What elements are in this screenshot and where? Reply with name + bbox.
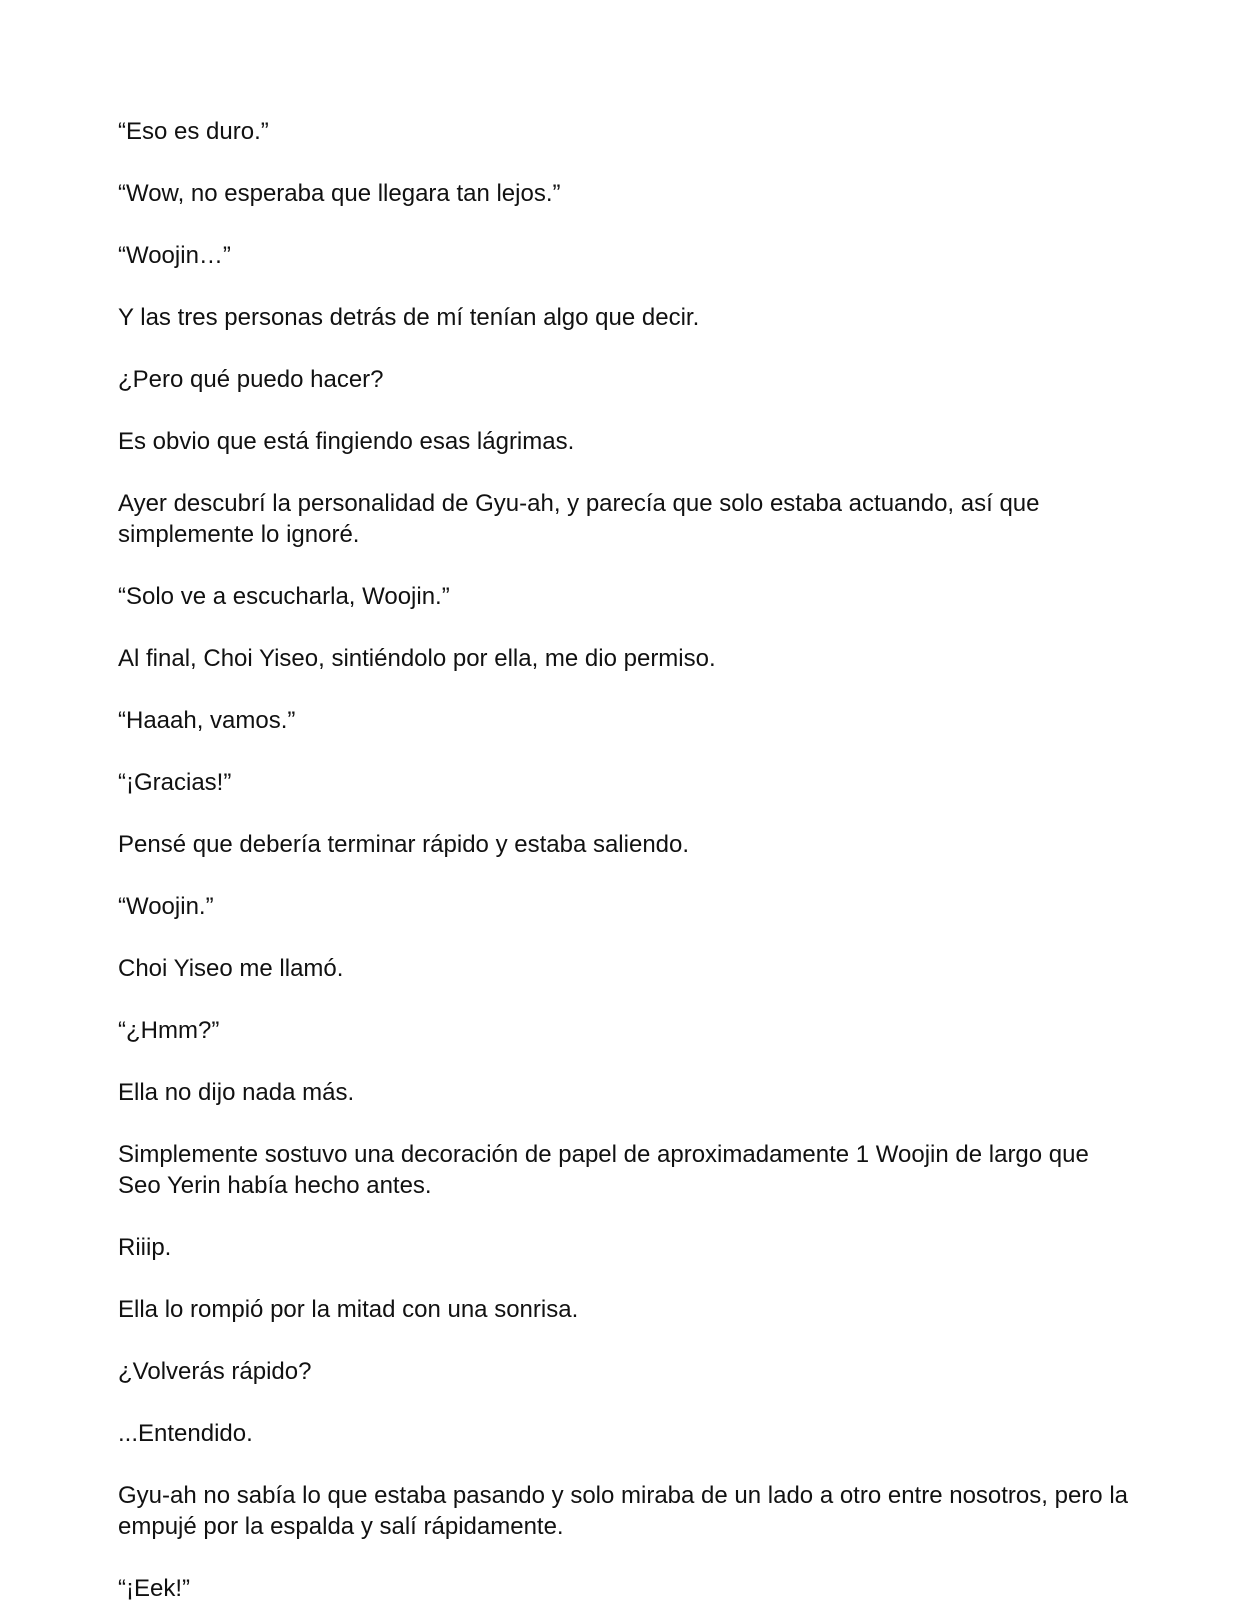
paragraph: “Eso es duro.” bbox=[118, 118, 269, 145]
paragraph: Choi Yiseo me llamó. bbox=[118, 955, 344, 982]
paragraph: Pensé que debería terminar rápido y estaba saliendo. bbox=[118, 831, 690, 858]
paragraph: “¿Hmm?” bbox=[118, 1017, 220, 1044]
paragraph: ¿Volverás rápido? bbox=[118, 1358, 312, 1385]
paragraph: Gyu-ah no sabía lo que estaba pasando y solo miraba de un lado a otro entre nosotros, pero la empujé por la espalda y salí rápidamente. bbox=[118, 1482, 1128, 1540]
paragraph: “Wow, no esperaba que llegara tan lejos.” bbox=[118, 180, 561, 207]
paragraph: Ella lo rompió por la mitad con una sonrisa. bbox=[118, 1296, 579, 1323]
paragraph: Y las tres personas detrás de mí tenían algo que decir. bbox=[118, 304, 700, 331]
paragraph: Ayer descubrí la personalidad de Gyu-ah, y parecía que solo estaba actuando, así que simplemente lo ignoré. bbox=[118, 490, 1040, 548]
paragraph: “Woojin.” bbox=[118, 893, 214, 920]
paragraph: Riiip. bbox=[118, 1234, 172, 1261]
paragraph: Es obvio que está fingiendo esas lágrimas. bbox=[118, 428, 575, 455]
paragraph: “¡Gracias!” bbox=[118, 769, 232, 796]
paragraph: Ella no dijo nada más. bbox=[118, 1079, 355, 1106]
paragraph: “¡Eek!” bbox=[118, 1575, 190, 1602]
paragraph: “Solo ve a escucharla, Woojin.” bbox=[118, 583, 450, 610]
paragraph: Simplemente sostuvo una decoración de papel de aproximadamente 1 Woojin de largo que Seo Yerin había hecho antes. bbox=[118, 1141, 1089, 1199]
paragraph: “Haaah, vamos.” bbox=[118, 707, 296, 734]
paragraph: Al final, Choi Yiseo, sintiéndolo por ella, me dio permiso. bbox=[118, 645, 716, 672]
paragraph: “Woojin…” bbox=[118, 242, 231, 269]
paragraph: ¿Pero qué puedo hacer? bbox=[118, 366, 384, 393]
paragraph: ...Entendido. bbox=[118, 1420, 253, 1447]
document-body bbox=[118, 116, 1128, 1617]
